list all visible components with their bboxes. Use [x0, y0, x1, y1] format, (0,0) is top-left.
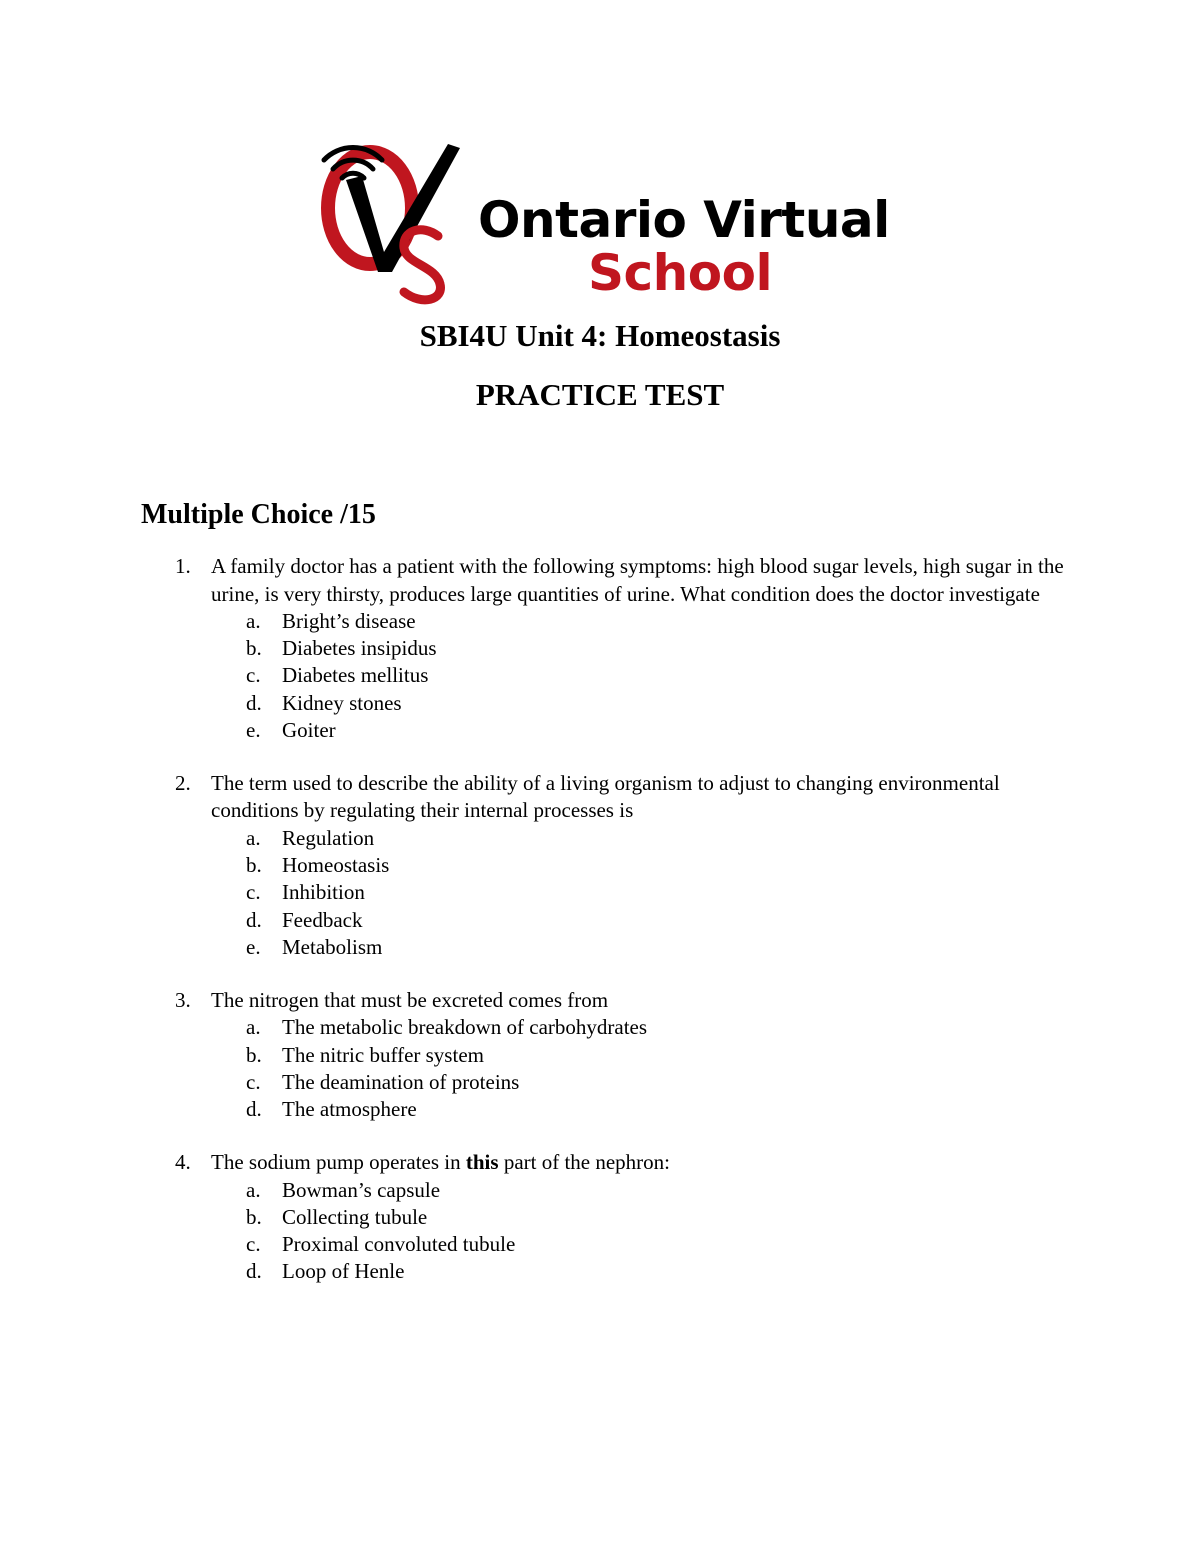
test-title: PRACTICE TEST: [475, 377, 725, 412]
option-letter: b.: [246, 1042, 262, 1067]
logo-text-line1: Ontario Virtual: [478, 191, 890, 249]
option-letter: d.: [246, 690, 262, 715]
option-text: Diabetes mellitus: [282, 663, 429, 688]
logo-text-line2: School: [588, 244, 773, 302]
answer-option: [0, 825, 1200, 852]
answer-option: [0, 1258, 1200, 1285]
option-letter: d.: [246, 1259, 262, 1284]
answer-option: [0, 1042, 1200, 1069]
option-text: Kidney stones: [282, 690, 402, 715]
question-text: The term used to describe the ability of a living organism to adjust to changing environmental conditions by regulating their internal processes is: [211, 770, 1000, 823]
answer-option: [0, 1177, 1200, 1204]
answer-option: [0, 1014, 1200, 1041]
answer-option: [0, 608, 1200, 635]
option-text: Homeostasis: [282, 853, 390, 878]
option-letter: e.: [246, 717, 261, 742]
option-letter: b.: [246, 853, 262, 878]
option-letter: c.: [246, 880, 261, 905]
answer-option: [0, 1204, 1200, 1231]
answer-option: [0, 635, 1200, 662]
option-letter: a.: [246, 825, 261, 850]
question-text: The nitrogen that must be excreted comes from: [211, 987, 609, 1012]
answer-option: [0, 879, 1200, 906]
answer-option: [0, 852, 1200, 879]
answer-option: [0, 1096, 1200, 1123]
wifi-signal-icon: [318, 140, 388, 190]
question-number: 3.: [175, 987, 191, 1012]
question-2: [0, 770, 1200, 961]
section-heading: Multiple Choice /15: [141, 499, 376, 530]
option-letter: a.: [246, 1015, 261, 1040]
option-text: Collecting tubule: [282, 1204, 428, 1229]
option-text: The deamination of proteins: [282, 1069, 520, 1094]
option-text: Goiter: [282, 717, 336, 742]
option-letter: d.: [246, 1096, 262, 1121]
option-text: The nitric buffer system: [282, 1042, 484, 1067]
option-text: The atmosphere: [282, 1096, 417, 1121]
option-letter: c.: [246, 1069, 261, 1094]
question-3: [0, 987, 1200, 1123]
question-number: 2.: [175, 770, 191, 795]
option-letter: b.: [246, 1204, 262, 1229]
option-letter: c.: [246, 663, 261, 688]
question-1: [0, 553, 1200, 744]
answer-option: [0, 1069, 1200, 1096]
option-letter: c.: [246, 1232, 261, 1256]
question-text: A family doctor has a patient with the following symptoms: high blood sugar levels, high sugar in the urine, is very thirsty, produces large quantities of urine. What condition does the doctor investigate: [211, 554, 1064, 606]
option-letter: a.: [246, 609, 261, 633]
question-text-after: part of the nephron:: [498, 1150, 671, 1175]
question-text-before: The sodium pump operates in: [211, 1150, 466, 1175]
option-text: Proximal convoluted tubule: [282, 1232, 516, 1256]
option-text: Diabetes insipidus: [282, 636, 437, 661]
option-letter: a.: [246, 1177, 261, 1202]
option-text: Bright’s disease: [282, 609, 416, 633]
option-text: The metabolic breakdown of carbohydrates: [282, 1015, 648, 1040]
question-text-emphasis: this: [465, 1150, 499, 1175]
option-text: Metabolism: [282, 934, 383, 959]
option-text: Bowman’s capsule: [282, 1177, 441, 1202]
option-text: Loop of Henle: [282, 1259, 405, 1284]
answer-option: [0, 717, 1200, 744]
option-text: Feedback: [282, 907, 363, 932]
option-text: Regulation: [282, 825, 375, 850]
course-title: SBI4U Unit 4: Homeostasis: [419, 318, 781, 353]
option-text: Inhibition: [282, 880, 365, 905]
option-letter: b.: [246, 636, 262, 661]
question-4: [0, 1149, 1200, 1285]
answer-option: [0, 934, 1200, 961]
answer-option: [0, 662, 1200, 689]
question-number: 1.: [175, 554, 191, 578]
answer-option: [0, 690, 1200, 717]
question-number: 4.: [175, 1150, 191, 1175]
question-text: [211, 1149, 1071, 1177]
ontario-virtual-school-logo: [318, 140, 898, 310]
answer-option: [0, 907, 1200, 934]
answer-option: [0, 1231, 1200, 1258]
question-list: [0, 553, 1200, 1285]
option-letter: d.: [246, 907, 262, 932]
option-letter: e.: [246, 934, 261, 959]
